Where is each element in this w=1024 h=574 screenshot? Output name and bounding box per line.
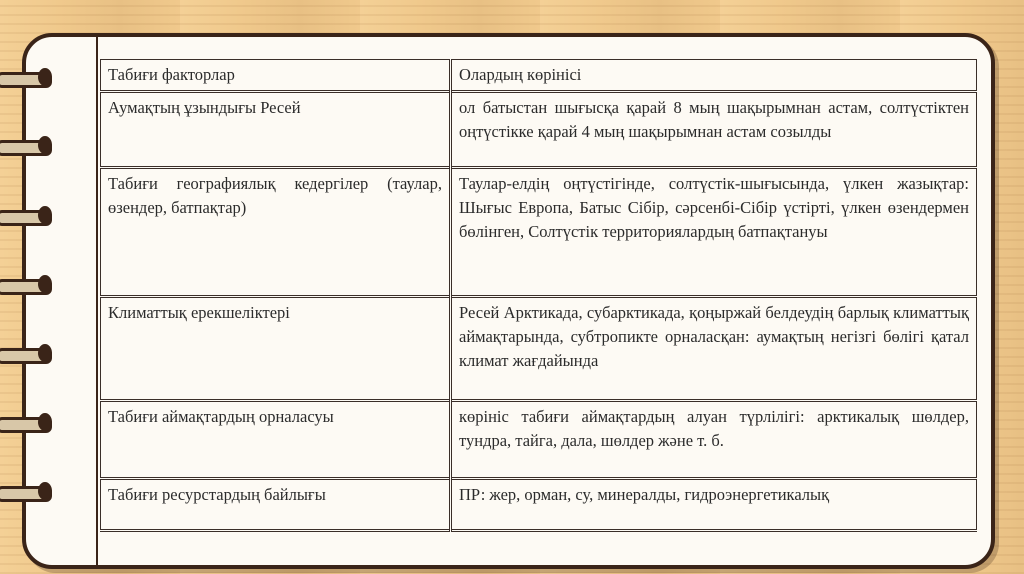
binder-ring bbox=[0, 134, 56, 156]
table-row bbox=[101, 297, 977, 401]
factor-cell: Табиғи аймақтардың орналасуы bbox=[101, 401, 451, 479]
factor-cell: Табиғи географиялық кедергілер (таулар, өзендер, батпақтар) bbox=[101, 168, 451, 297]
description-cell: көрініс табиғи аймақтардың алуан түрлілігі: арктикалық шөлдер, тундра, тайга, дала, шөлдер және т. б. bbox=[451, 401, 977, 479]
description-cell: Таулар-елдің оңтүстігінде, солтүстік-шығысында, үлкен жазықтар: Шығыс Европа, Батыс Сібір, сәрсенбі-Сібір үстірті, үлкен өзендермен бөлінген, Солтүстік территориялардың батпақтануы bbox=[451, 168, 977, 297]
margin-line bbox=[96, 37, 98, 565]
column-header: Табиғи факторлар bbox=[101, 60, 451, 92]
binder-ring bbox=[0, 273, 56, 295]
description-cell: ПР: жер, орман, су, минералды, гидроэнергетикалық bbox=[451, 479, 977, 531]
factor-cell: Табиғи ресурстардың байлығы bbox=[101, 479, 451, 531]
column-header: Олардың көрінісі bbox=[451, 60, 977, 92]
description-cell: Ресей Арктикада, субарктикада, қоңыржай белдеудің барлық климаттық аймақтарында, субтропикте орналасқан: аумақтың негізгі бөлігі қатал климат жағдайында bbox=[451, 297, 977, 401]
table-header-row bbox=[101, 60, 977, 92]
binder-ring bbox=[0, 66, 56, 88]
table-row bbox=[101, 401, 977, 479]
factor-cell: Климаттық ерекшеліктері bbox=[101, 297, 451, 401]
binder-ring bbox=[0, 480, 56, 502]
natural-factors-table bbox=[100, 59, 977, 532]
table-row bbox=[101, 479, 977, 531]
binder-ring bbox=[0, 342, 56, 364]
description-cell: ол батыстан шығысқа қарай 8 мың шақырымнан астам, солтүстіктен оңтүстікке қарай 4 мың шақырымнан астам созылды bbox=[451, 92, 977, 168]
table-row bbox=[101, 92, 977, 168]
factor-cell: Аумақтың ұзындығы Ресей bbox=[101, 92, 451, 168]
table-row bbox=[101, 168, 977, 297]
binder-ring bbox=[0, 204, 56, 226]
binder-ring bbox=[0, 411, 56, 433]
